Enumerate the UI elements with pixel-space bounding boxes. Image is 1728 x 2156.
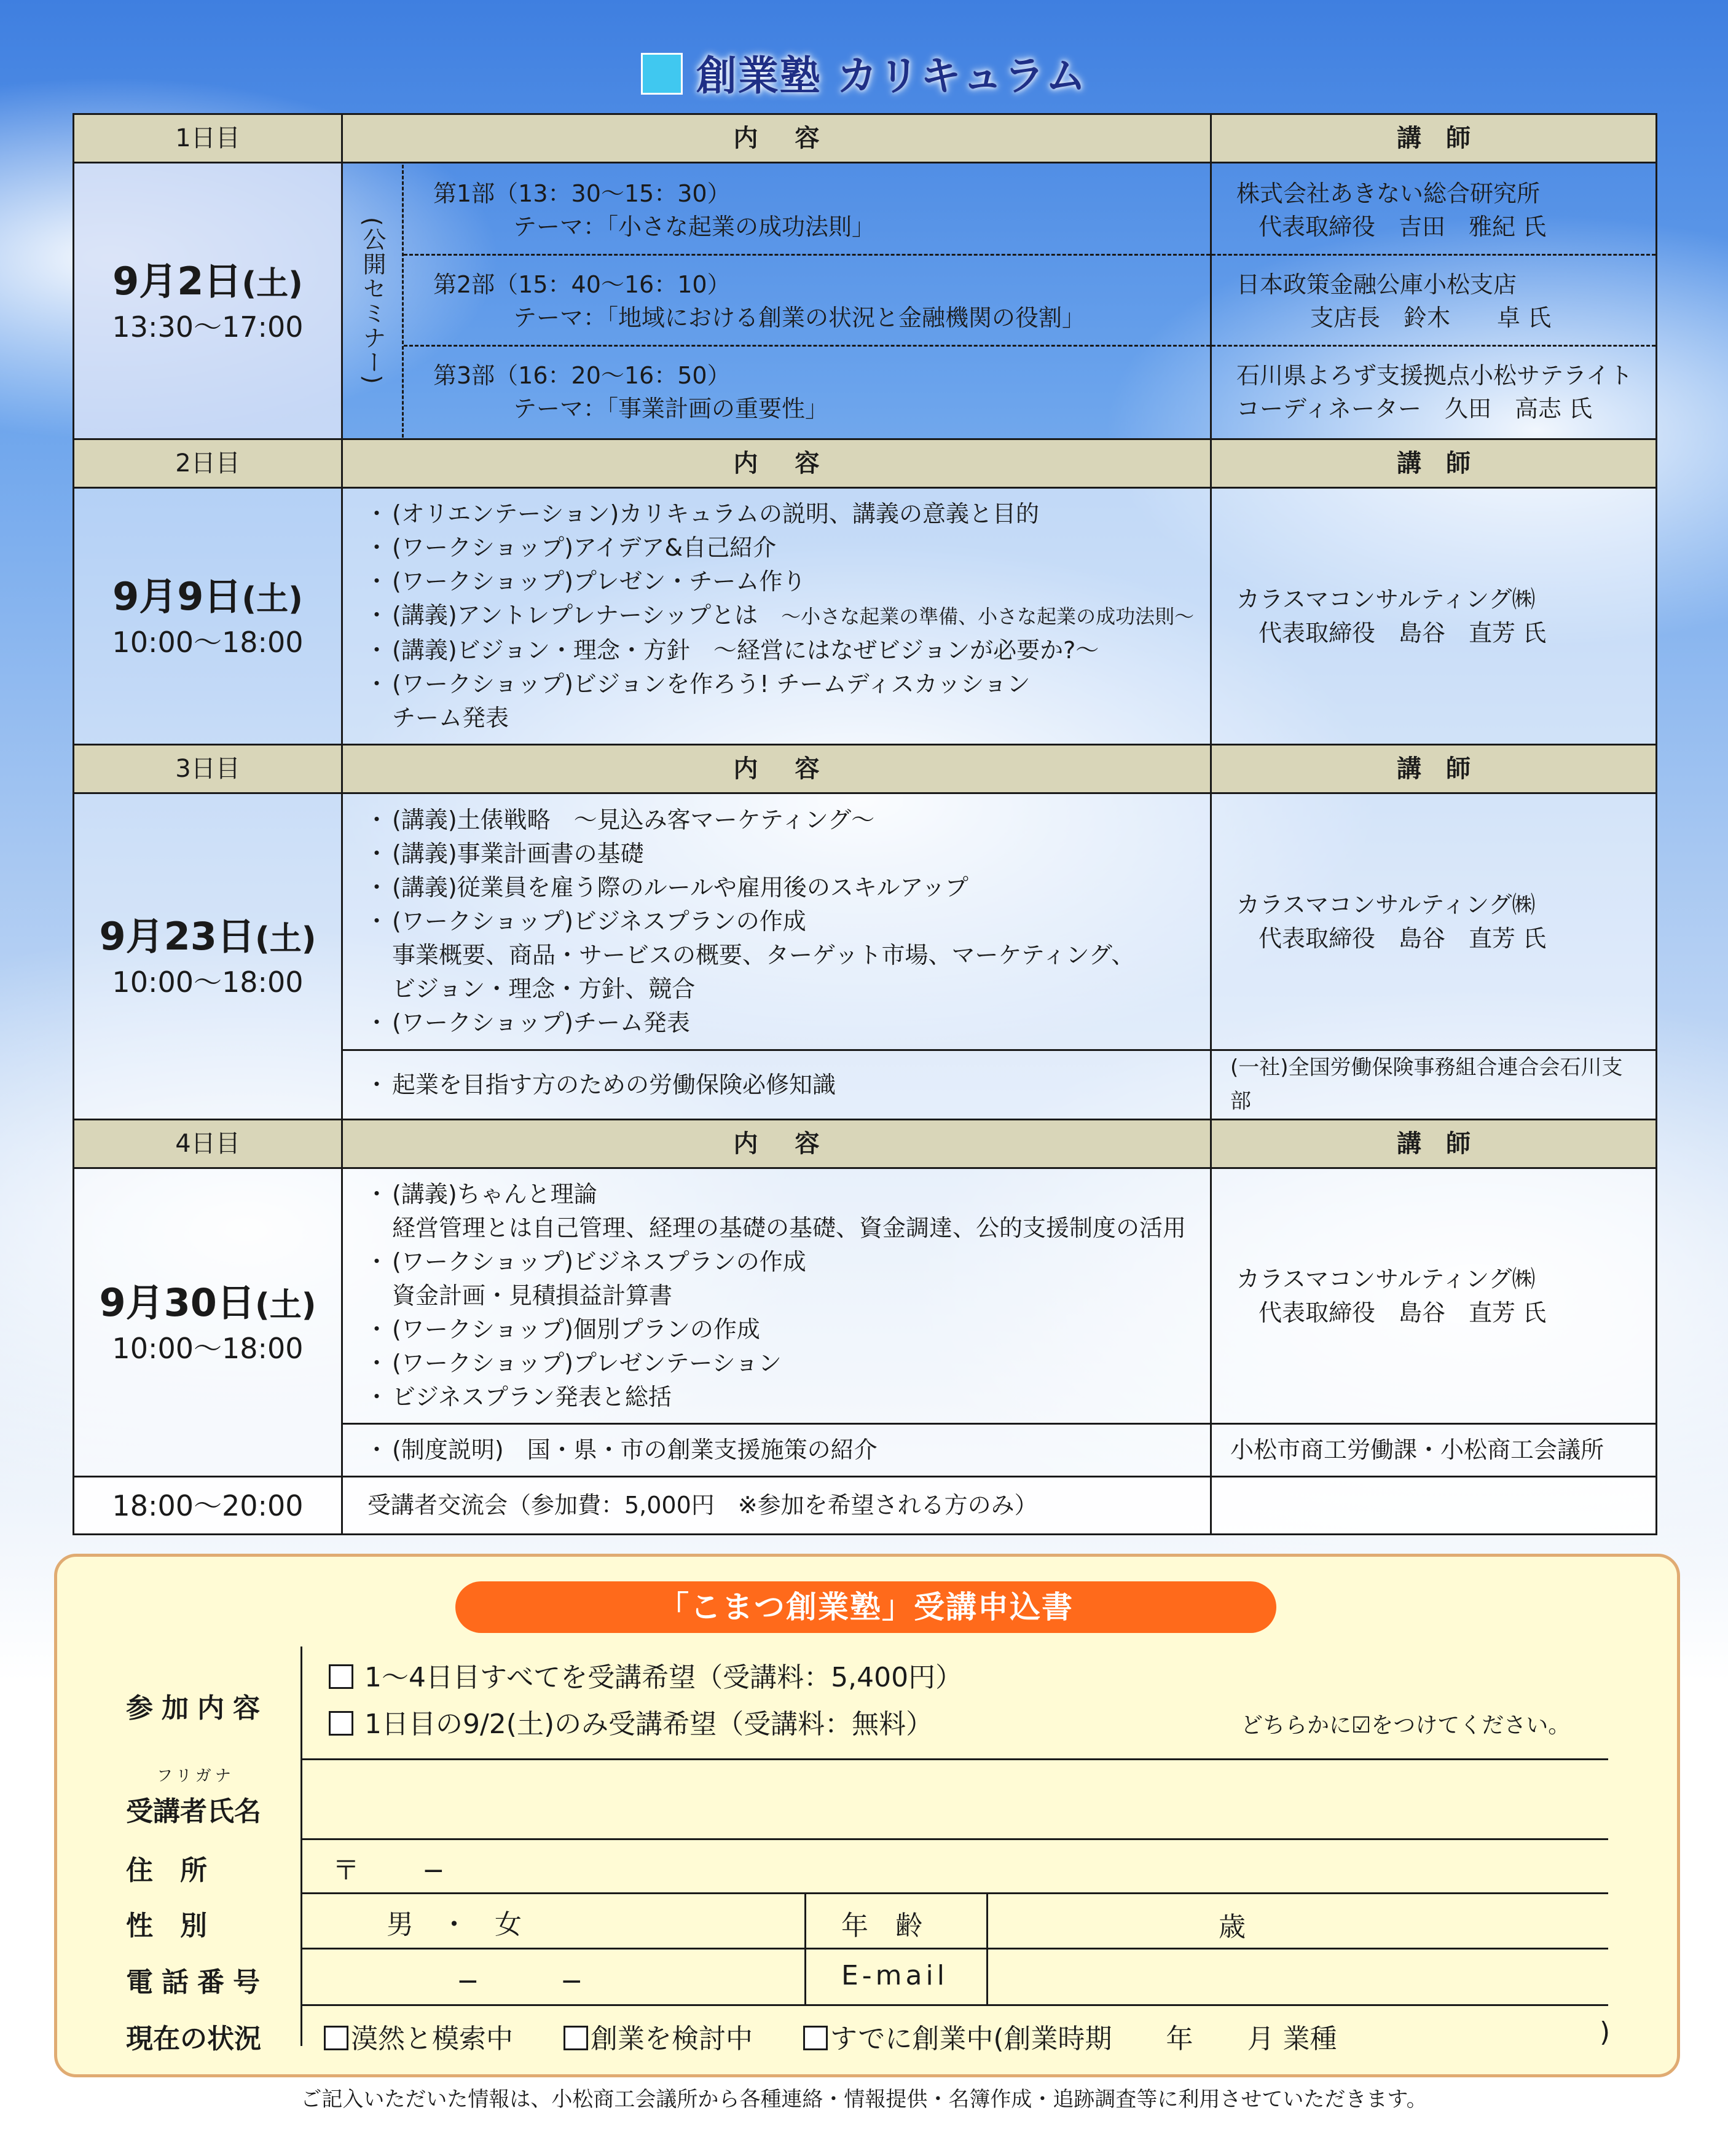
gender-field[interactable]: 男 ・ 女 (387, 1909, 522, 1940)
content-cell (342, 488, 1211, 745)
status-label: 現在の状況 (126, 2023, 261, 2055)
lecturer-cell (1211, 1168, 1657, 1424)
content-header: 内容 (342, 114, 1211, 163)
weekday: (土) (242, 265, 303, 302)
list-item: ・ (制度説明) 国・県・市の創業支援施策の紹介 (367, 1433, 1198, 1467)
part-title: 第3部（16：20〜16：50） (433, 361, 731, 389)
status-text: 漠然と模索中 (351, 2023, 513, 2055)
weekday: (土) (254, 1286, 316, 1324)
date: 9月2日 (112, 258, 242, 304)
day-date-cell (74, 793, 342, 1120)
day-label: 3日目 (74, 745, 342, 793)
lecturer-1 (1212, 165, 1655, 256)
date: 9月9日 (112, 573, 242, 619)
item-text: (講義)アントレプレナーシップとは (392, 602, 782, 629)
lecturer-name: 支店長 鈴木 卓 氏 (1310, 304, 1552, 331)
part-title: 第2部（15：40〜16：10） (433, 270, 731, 298)
day-label: 1日目 (74, 114, 342, 163)
option-2[interactable] (329, 1702, 933, 1741)
option-note: どちらかに☑をつけてください。 (1241, 1713, 1571, 1738)
day2-row (74, 488, 1657, 745)
lecturer-name: 代表取締役 島谷 直芳 氏 (1259, 924, 1547, 952)
day-date-cell (74, 1168, 342, 1477)
square-icon (641, 53, 683, 95)
address-label: 住 所 (126, 1855, 207, 1886)
checkbox-icon[interactable] (329, 1711, 353, 1736)
time: 10:00〜18:00 (112, 1331, 304, 1365)
list-item: ・ (ワークショップ)アイデア&自己紹介 (367, 531, 1198, 565)
part-theme: テーマ：「地域における創業の状況と金融機関の役割」 (513, 304, 1086, 331)
lecturer-org: 石川県よろず支援拠点小松サテライト (1236, 361, 1633, 389)
list-item: ・ (ワークショップ)個別プランの作成 (367, 1313, 1198, 1347)
part-3 (404, 347, 1210, 438)
day4-header (74, 1120, 1657, 1168)
lecturer-org: カラスマコンサルティング㈱ (1236, 1265, 1536, 1292)
item-subtext: 〜小さな起業の準備、小さな起業の成功法則〜 (781, 605, 1195, 628)
lecturer-org: 株式会社あきない総合研究所 (1236, 179, 1541, 207)
list-item (367, 599, 1198, 634)
checkbox-icon[interactable] (324, 2026, 348, 2050)
list-item: ・ (ワークショップ)ビジョンを作ろう! チームディスカッション (367, 667, 1198, 701)
address-field[interactable]: 〒 − (332, 1855, 445, 1886)
list-item: チーム発表 (392, 704, 509, 731)
networking-time (74, 1477, 342, 1535)
lecturer-name: コーディネーター 久田 高志 氏 (1236, 395, 1593, 422)
option-label: 1〜4日目すべてを受講希望（受講料：5,400円） (364, 1662, 963, 1693)
time: 18:00〜20:00 (112, 1489, 304, 1522)
lecturer-org: カラスマコンサルティング㈱ (1236, 891, 1536, 918)
age-field[interactable]: 歳 (1219, 1911, 1246, 1943)
lecturer-org: 日本政策金融公庫小松支店 (1236, 270, 1517, 298)
list-item: 事業概要、商品・サービスの概要、ターゲット市場、マーケティング、 (392, 942, 1135, 969)
lecturer-cell (1211, 488, 1657, 745)
day-date-cell (74, 488, 342, 745)
time: 10:00〜18:00 (112, 966, 304, 999)
application-form (54, 1554, 1680, 2077)
email-label: E-mail (841, 1960, 948, 1991)
lecturer-3 (1212, 347, 1655, 438)
lecturer-name: 代表取締役 島谷 直芳 氏 (1259, 1299, 1547, 1326)
checkbox-icon[interactable] (564, 2026, 588, 2050)
address-row (300, 1838, 1608, 1894)
phone-label: 電話番号 (126, 1967, 269, 1998)
networking-row (74, 1477, 1657, 1535)
content-cell (342, 1424, 1211, 1477)
list-item: 資金計画・見積損益計算書 (392, 1282, 673, 1309)
time: 13:30〜17:00 (112, 310, 304, 344)
day4-row (74, 1168, 1657, 1424)
name-label: 受講者氏名 (126, 1796, 261, 1827)
part-2 (404, 256, 1210, 347)
weekday: (土) (242, 580, 303, 618)
day-label: 2日目 (74, 439, 342, 488)
status-option-3[interactable] (803, 2016, 1337, 2056)
lecturer-cell (1211, 793, 1657, 1050)
status-text: 創業を検討中 (591, 2023, 753, 2055)
status-option-1[interactable] (324, 2016, 513, 2056)
lecturer-header: 講師 (1211, 745, 1657, 793)
day3-header (74, 745, 1657, 793)
page-title: 創業塾 カリキュラム (0, 43, 1728, 101)
part-theme: テーマ：「小さな起業の成功法則」 (513, 213, 876, 240)
checkbox-icon[interactable] (803, 2026, 828, 2050)
status-close-paren: ) (1600, 2016, 1611, 2048)
part-title: 第1部（13：30〜15：30） (433, 179, 731, 207)
day1-row (74, 163, 1657, 439)
content-header: 内容 (342, 439, 1211, 488)
content-cell (342, 1168, 1211, 1424)
list-item: ・ (ワークショップ)プレゼン・チーム作り (367, 565, 1198, 599)
empty-cell (1211, 1477, 1657, 1535)
lecturer-header: 講師 (1211, 439, 1657, 488)
content-header: 内容 (342, 745, 1211, 793)
footnote: ご記入いただいた情報は、小松商工会議所から各種連絡・情報提供・名簿作成・追跡調査等に利用させていただきます。 (300, 2087, 1428, 2112)
form-title: 「こまつ創業塾」受講申込書 (455, 1581, 1276, 1633)
lecturer-org: カラスマコンサルティング㈱ (1236, 585, 1536, 613)
lecturer-name: 代表取締役 島谷 直芳 氏 (1259, 619, 1547, 647)
list-item: 経営管理とは自己管理、経理の基礎の基礎、資金調達、公的支援制度の活用 (392, 1214, 1187, 1241)
date: 9月23日 (99, 914, 255, 959)
lecturer-cell (1211, 163, 1657, 439)
email-field[interactable] (1003, 1956, 1575, 1999)
day1-header (74, 114, 1657, 163)
list-item: ・ (講義)土俵戦略 〜見込み客マーケティング〜 (367, 803, 1198, 837)
weekday: (土) (254, 921, 316, 958)
lecturer-name: 代表取締役 吉田 雅紀 氏 (1259, 213, 1547, 240)
day-label: 4日目 (74, 1120, 342, 1168)
list-item: ・ (ワークショップ)チーム発表 (367, 1006, 1198, 1040)
lecturer-org: 小松市商工労働課・小松商工会議所 (1211, 1424, 1657, 1477)
list-item: ビジョン・理念・方針、競合 (392, 975, 696, 1002)
list-item: ・ (オリエンテーション)カリキュラムの説明、講義の意義と目的 (367, 497, 1198, 531)
option-label: 1日目の9/2(土)のみ受講希望（受講料：無料） (364, 1709, 933, 1740)
lecturer-org: (一社)全国労働保険事務組合連合会石川支部 (1211, 1050, 1657, 1120)
list-item: ・ (講義)従業員を雇う際のルールや雇用後のスキルアップ (367, 871, 1198, 905)
seminar-cell (342, 163, 1211, 439)
list-item: ・ 起業を目指す方のための労働保険必修知識 (367, 1068, 1198, 1102)
list-item: ・ (講義)ビジョン・理念・方針 〜経営にはなぜビジョンが必要か?〜 (367, 634, 1198, 667)
curriculum-table (73, 113, 1657, 1535)
date: 9月30日 (99, 1280, 255, 1325)
status-text: すでに創業中(創業時期 年 月 業種 (830, 2023, 1337, 2055)
list-item: ・ ビジネスプラン発表と総括 (367, 1380, 1198, 1414)
list-item: ・ (ワークショップ)ビジネスプランの作成 (367, 905, 1198, 938)
list-item: ・ (ワークショップ)プレゼンテーション (367, 1347, 1198, 1380)
phone-field[interactable]: − − (457, 1965, 583, 1997)
option-1[interactable] (329, 1655, 962, 1694)
part-1 (404, 165, 1210, 256)
list-item: ・ (講義)ちゃんと理論 (367, 1178, 1198, 1211)
lecturer-2 (1212, 256, 1655, 347)
content-cell (342, 1050, 1211, 1120)
seminar-label: (公開セミナー) (343, 165, 404, 438)
time: 10:00〜18:00 (112, 625, 304, 659)
furigana-label: フリガナ (157, 1767, 235, 1785)
age-label: 年 齢 (841, 1910, 922, 1942)
name-field[interactable] (328, 1766, 1575, 1833)
networking-text: 受講者交流会（参加費：5,000円 ※参加を希望される方のみ） (342, 1477, 1211, 1535)
lecturer-header: 講師 (1211, 114, 1657, 163)
gender-label: 性 別 (126, 1910, 207, 1942)
participation-label: 参加内容 (126, 1693, 269, 1724)
list-item: ・ (講義)事業計画書の基礎 (367, 837, 1198, 871)
content-cell (342, 793, 1211, 1050)
lecturer-header: 講師 (1211, 1120, 1657, 1168)
day-date-cell (74, 163, 342, 439)
part-theme: テーマ：「事業計画の重要性」 (513, 395, 829, 422)
day2-header (74, 439, 1657, 488)
checkbox-icon[interactable] (329, 1664, 353, 1689)
content-header: 内容 (342, 1120, 1211, 1168)
status-option-2[interactable] (564, 2016, 753, 2056)
list-item: ・ (ワークショップ)ビジネスプランの作成 (367, 1245, 1198, 1279)
day3-row (74, 793, 1657, 1050)
